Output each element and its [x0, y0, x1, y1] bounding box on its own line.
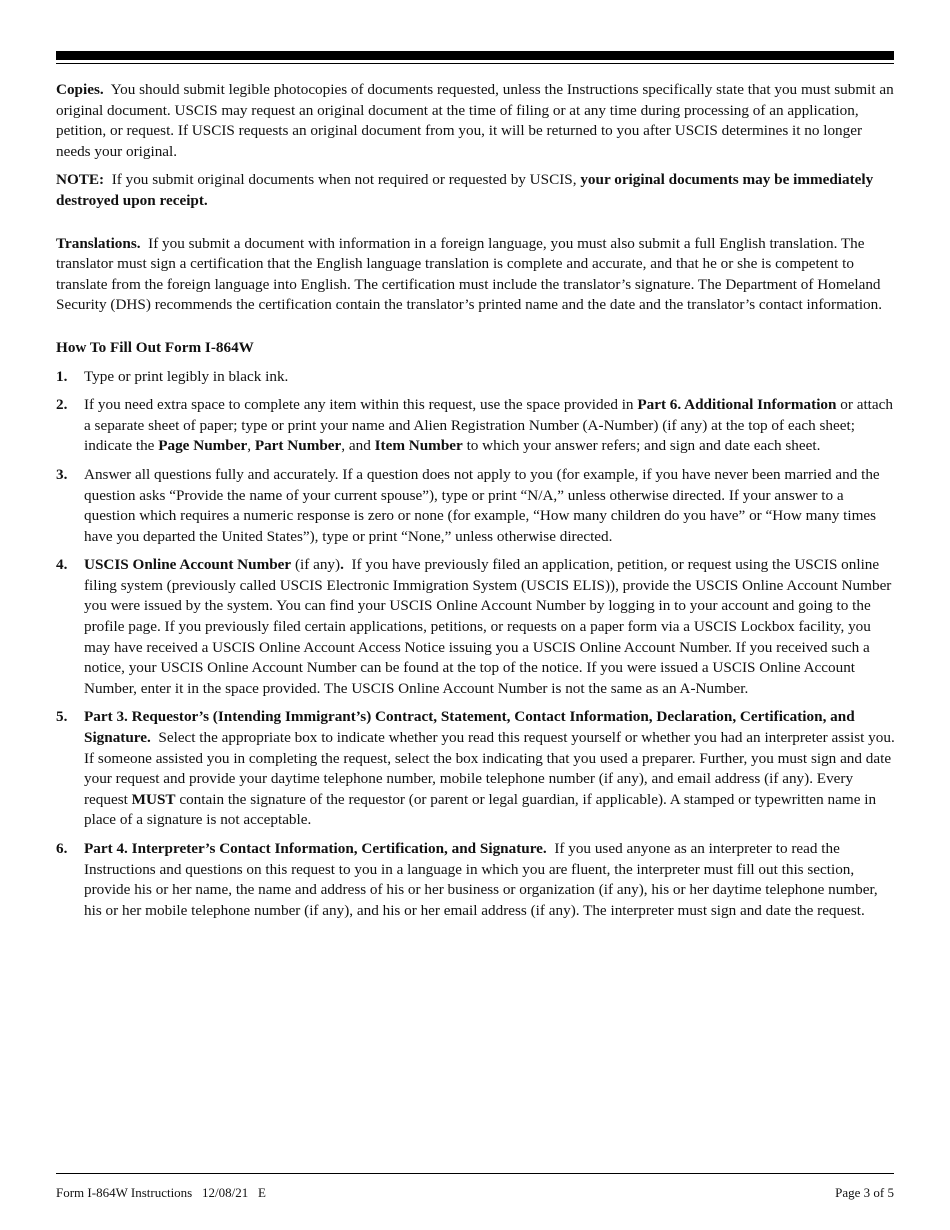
item-number: 2. [56, 396, 68, 414]
item-text-part: to which your answer refers; and sign and date each sheet. [466, 437, 821, 455]
part-4-reference: Part 4. Interpreter’s Contact Information, Certification, and Signature. [84, 840, 547, 857]
note-paragraph [56, 170, 896, 211]
how-to-heading: How To Fill Out Form I-864W [56, 338, 254, 356]
part-3-reference: Part 3. Requestor’s (Intending Immigrant’s) Contract, Statement, Contact Information, Declaration, Certification, and Signature. [84, 708, 855, 747]
list-item-1 [56, 367, 896, 388]
list-item-4 [56, 555, 896, 699]
item-text [84, 555, 896, 699]
page-number-term: Page Number [158, 437, 248, 455]
item-text-part: , and [341, 437, 371, 455]
list-item-6 [56, 839, 896, 921]
header-rule-thin [56, 63, 894, 64]
item-text: Answer all questions fully and accurately. If a question does not apply to you (for example, if you have never been married and the question asks “Provide the name of your current spouse”), type or print “N/A,” unless otherwise directed. If your answer to a question which requires a numeric response is zero or none (for example, “How many children do you have” or “How many times have you departed the United States”), type or print “None,” unless otherwise directed. [84, 465, 880, 545]
item-number: 6. [56, 840, 68, 857]
note-text: If you submit original documents when not required or requested by USCIS, [111, 171, 577, 189]
copies-text: You should submit legible photocopies of documents requested, unless the Instructions specifically state that you must submit an original document. USCIS may request an original document at the time of filing or at any time during processing of an application, petition, or request. If USCIS requests an original document from you, it will be returned to you after USCIS determines it no longer needs your original. [56, 81, 894, 160]
item-text-part: or attach a separate sheet of paper; type or print your name and Alien Registration Number (A-Number) (if any) at the top of each sheet; indicate the [84, 396, 893, 455]
item-number: 5. [56, 708, 68, 726]
page-content [56, 80, 896, 929]
item-text-part: If you used anyone as an interpreter to read the Instructions and questions on this request to you in a language in which you are fluent, the interpreter must fill out this section, provide his or her name, the name and address of his or her business or organization (if any), his or her daytime telephone number, his or her mobile telephone number (if any), and his or her email address (if any). The interpreter must sign and date the request. [84, 840, 878, 919]
item-text-part: If you have previously filed an application, petition, or request using the USCIS online filing system (previously called USCIS Electronic Immigration System (USCIS ELIS)), provide the USCIS Online Account Number you were issued by the system. You can find your USCIS Online Account Number by logging in to your account and going to the profile page. If you previously filed certain applications, petitions, or requests on a paper form via a USCIS Lockbox facility, you may have received a USCIS Online Account Access Notice issuing you a USCIS Online Account Number. If you received such a notice, your USCIS Online Account Number can be found at the top of the notice. If you were issued a USCIS Online Account Number, enter it in the space provided. The USCIS Online Account Number is not the same as an A-Number. [84, 556, 892, 697]
list-item-5 [56, 707, 896, 831]
item-text-part: (if any) [294, 556, 341, 574]
item-text-part: , [247, 437, 252, 455]
item-text-part: contain the signature of the requestor (or parent or legal guardian, if applicable). A stamped or typewritten name in place of a signature is not acceptable. [84, 790, 877, 829]
copies-label: Copies. [56, 81, 104, 98]
list-item-2 [56, 395, 896, 457]
translations-paragraph [56, 234, 896, 316]
item-number: 1. [56, 367, 68, 385]
online-account-term: USCIS Online Account Number [84, 556, 292, 574]
footer-page-number: Page 3 of 5 [835, 1185, 894, 1200]
item-text-part: Select the appropriate box to indicate whether you read this request yourself or whether you had an interpreter assist you. If someone assisted you in completing the request, select the box indicating that you used a preparer. Further, you must sign and date your request and provide your daytime telephone number, mobile telephone number (if any), and email address (if any). Every request [84, 729, 895, 808]
item-text [84, 395, 896, 457]
note-bold-text: your original documents may be immediately destroyed upon receipt. [56, 171, 874, 209]
item-number: 4. [56, 556, 68, 574]
translations-label: Translations. [56, 234, 141, 252]
list-item-3 [56, 465, 896, 547]
item-text-period: . [340, 556, 344, 574]
footer-form-id: Form I-864W Instructions 12/08/21 E [56, 1185, 266, 1200]
note-label: NOTE: [56, 171, 105, 189]
footer-rule [56, 1173, 894, 1174]
item-text [84, 707, 896, 831]
header-rule-thick [56, 51, 894, 60]
item-text-part: If you need extra space to complete any item within this request, use the space provided in [84, 396, 634, 414]
must-term: MUST [131, 790, 176, 808]
part-6-reference: Part 6. Additional Information [637, 396, 837, 414]
item-text [84, 839, 896, 921]
copies-paragraph [56, 80, 896, 162]
translations-text: If you submit a document with information in a foreign language, you must also submit a full English translation. The translator must sign a certification that the English language translation is complete and accurate, and that he or she is competent to translate from the foreign language into English. The certification must include the translator’s signature. The Department of Homeland Security (DHS) recommends the certification contain the translator’s printed name and the date and the translator’s contact information. [56, 234, 883, 314]
item-number-term: Item Number [374, 437, 463, 455]
item-text: Type or print legibly in black ink. [84, 367, 289, 385]
item-number: 3. [56, 465, 68, 483]
part-number-term: Part Number [254, 437, 342, 455]
